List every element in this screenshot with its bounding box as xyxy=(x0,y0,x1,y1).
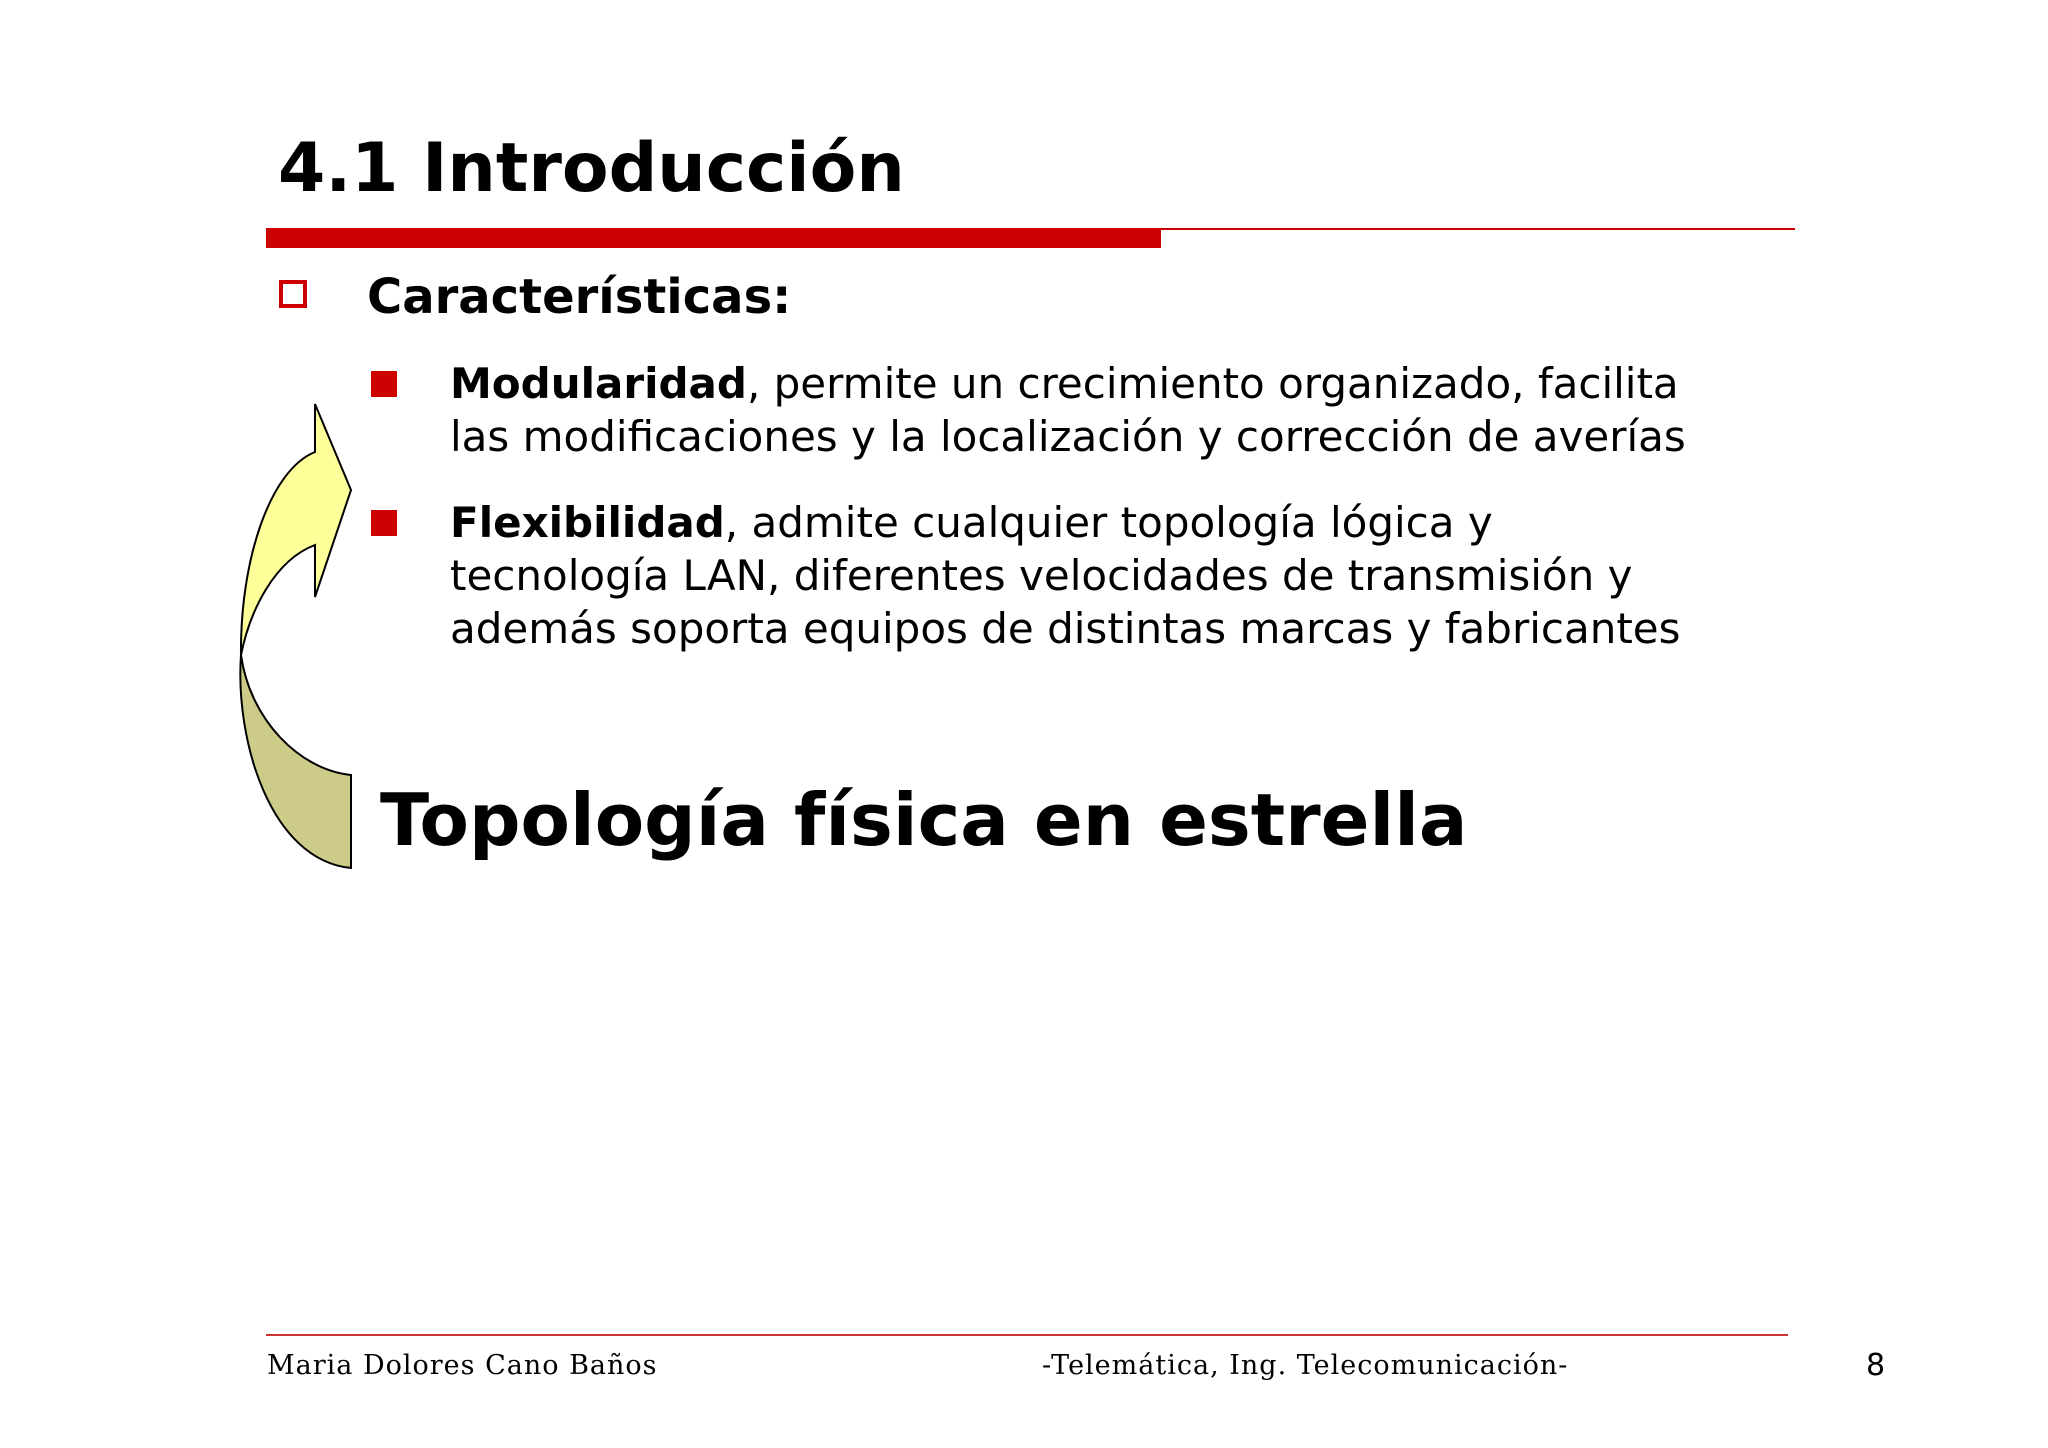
curved-up-arrow-icon xyxy=(230,395,360,875)
arrow-head-body xyxy=(241,404,351,655)
square-bullet-icon xyxy=(371,510,397,536)
arrow-underside xyxy=(240,655,351,868)
bullet-modularidad xyxy=(450,357,1686,463)
bullet-text: , admite cualquier topología lógica y xyxy=(724,498,1493,547)
footer-divider xyxy=(266,1334,1788,1336)
square-bullet-icon xyxy=(371,371,397,397)
bullet-line: las modificaciones y la localización y corrección de averías xyxy=(450,412,1686,461)
page-number: 8 xyxy=(1866,1348,1886,1383)
conclusion-heading: Topología física en estrella xyxy=(380,778,1468,862)
section-heading: Características: xyxy=(367,269,792,325)
slide-title: 4.1 Introducción xyxy=(278,129,905,208)
title-underline-thin xyxy=(1161,228,1795,230)
bullet-term: Flexibilidad xyxy=(450,498,725,547)
bullet-flexibilidad xyxy=(450,496,1681,655)
title-underline-thick xyxy=(266,228,1161,248)
bullet-line xyxy=(450,357,1686,410)
footer-course: -Telemática, Ing. Telecomunicación- xyxy=(1042,1350,1569,1381)
bullet-line xyxy=(450,496,1681,549)
bullet-line: además soporta equipos de distintas marcas y fabricantes xyxy=(450,604,1681,653)
bullet-line: tecnología LAN, diferentes velocidades de transmisión y xyxy=(450,551,1633,600)
bullet-text: , permite un crecimiento organizado, facilita xyxy=(746,359,1679,408)
footer-author: Maria Dolores Cano Baños xyxy=(267,1350,658,1381)
bullet-term: Modularidad xyxy=(450,359,747,408)
hollow-square-bullet-icon xyxy=(279,280,307,308)
